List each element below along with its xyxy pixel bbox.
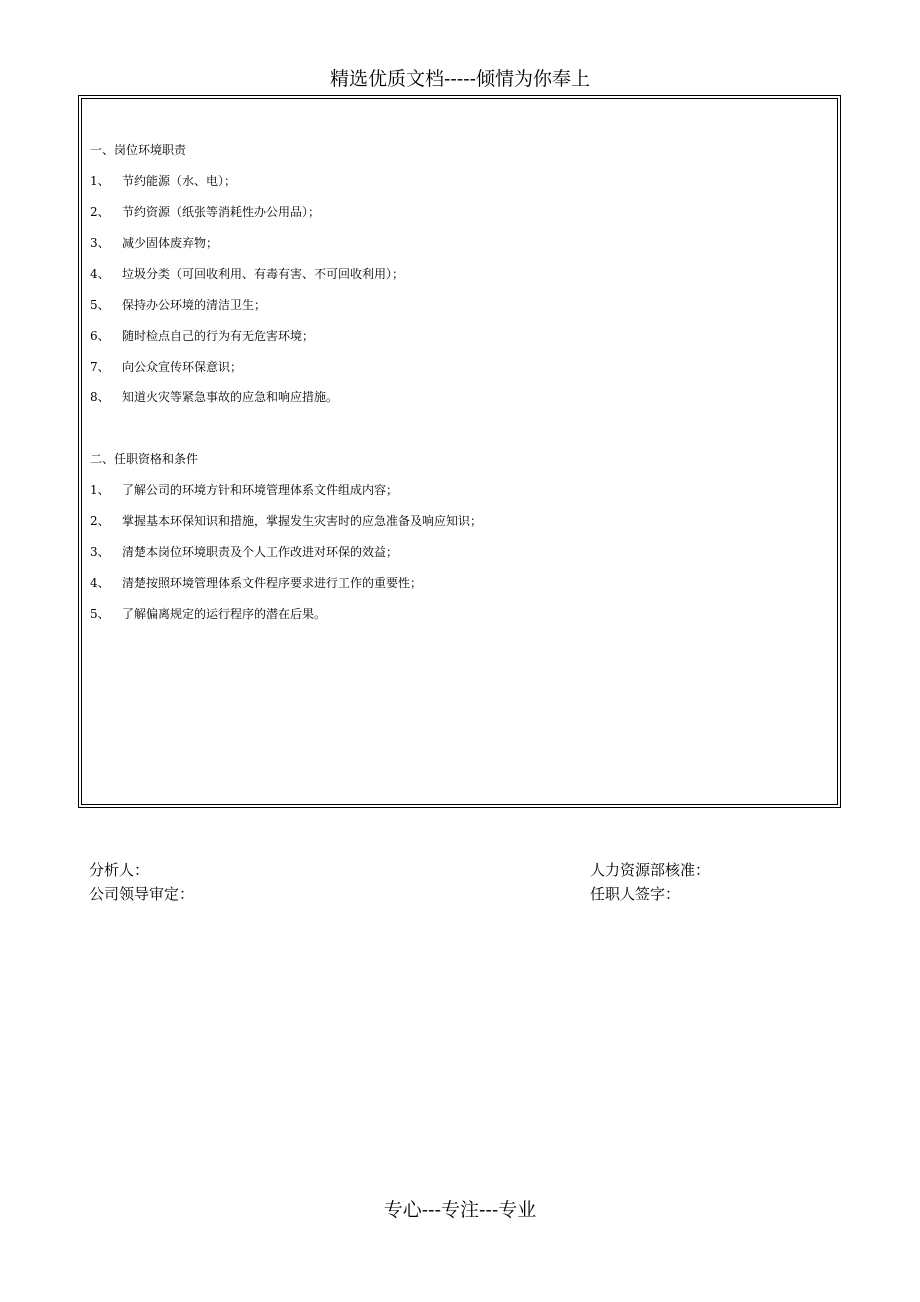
list-item-text: 减少固体废弃物； <box>122 236 219 250</box>
list-item-text: 清楚按照环境管理体系文件程序要求进行工作的重要性； <box>122 576 423 590</box>
section-title-qualifications: 二、任职资格和条件 <box>90 452 199 466</box>
list-item <box>90 266 404 282</box>
list-item <box>90 482 398 498</box>
list-item <box>90 204 320 220</box>
hr-approval-label: 人力资源部核准： <box>590 861 711 879</box>
list-item <box>90 513 482 529</box>
list-item-text: 节约资源（纸张等消耗性办公用品）； <box>122 205 321 219</box>
list-item-text: 节约能源（水、电）； <box>122 174 237 188</box>
list-item-text: 垃圾分类（可回收利用、有毒有害、不可回收利用）； <box>122 267 405 281</box>
section-title-environment-duties: 一、岗位环境职责 <box>90 143 187 157</box>
list-item <box>90 544 398 560</box>
list-item-text: 了解偏离规定的运行程序的潜在后果。 <box>122 607 327 621</box>
duty-table-frame <box>78 95 841 808</box>
list-item-text: 随时检点自己的行为有无危害环境； <box>122 329 315 343</box>
analyst-signature-label: 分析人： <box>89 861 150 879</box>
list-item <box>90 328 314 344</box>
page-header: 精选优质文档-----倾情为你奉上 <box>329 68 591 90</box>
list-item-text: 知道火灾等紧急事故的应急和响应措施。 <box>122 390 339 404</box>
list-item-text: 保持办公环境的清洁卫生； <box>122 298 267 312</box>
list-item-number: 6、 <box>90 329 110 343</box>
list-item-number: 2、 <box>90 514 110 528</box>
list-item <box>90 575 422 591</box>
list-item-number: 1、 <box>90 483 110 497</box>
list-item-number: 5、 <box>90 298 110 312</box>
employee-signature-label: 任职人签字： <box>590 885 681 903</box>
list-item-text: 了解公司的环境方针和环境管理体系文件组成内容； <box>122 483 399 497</box>
list-item-number: 4、 <box>90 576 110 590</box>
list-item <box>90 389 338 405</box>
list-item-number: 4、 <box>90 267 110 281</box>
list-item <box>90 297 266 313</box>
list-item-number: 2、 <box>90 205 110 219</box>
list-item <box>90 606 326 622</box>
leader-review-label: 公司领导审定： <box>89 885 195 903</box>
list-item <box>90 173 236 189</box>
list-item <box>90 359 242 375</box>
list-item-text: 向公众宣传环保意识； <box>122 360 243 374</box>
page-footer: 专心---专注---专业 <box>383 1199 537 1221</box>
list-item-text: 掌握基本环保知识和措施，掌握发生灾害时的应急准备及响应知识； <box>122 514 483 528</box>
list-item-number: 7、 <box>90 360 110 374</box>
list-item-number: 3、 <box>90 236 110 250</box>
list-item-number: 3、 <box>90 545 110 559</box>
list-item-number: 5、 <box>90 607 110 621</box>
list-item-number: 1、 <box>90 174 110 188</box>
list-item <box>90 235 218 251</box>
duty-table-body <box>81 98 838 805</box>
list-item-number: 8、 <box>90 390 110 404</box>
list-item-text: 清楚本岗位环境职责及个人工作改进对环保的效益； <box>122 545 399 559</box>
